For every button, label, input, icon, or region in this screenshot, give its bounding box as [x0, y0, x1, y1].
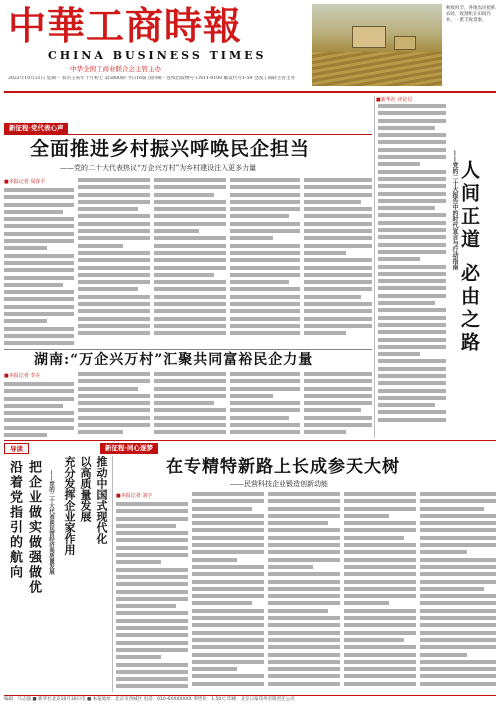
- truck-image: [394, 36, 416, 50]
- bottom-story-column-3: [268, 492, 340, 692]
- top-story-column-4: [230, 178, 300, 348]
- second-story-column-4: [230, 372, 300, 440]
- second-story-byline: ■本报记者 李卉: [4, 373, 41, 379]
- bottom-left-sub-1: 充分发挥企业家作用: [63, 456, 76, 555]
- footer-info: 编辑：马志强 ■ 新华社北京10月30日电 ■ 本报地址：北京市西城区 电话：010-6XXXXXXX 零售价：1.50元 印刷：北京日报印务有限责任公司: [4, 695, 496, 704]
- photo-caption: 秋收时节，各地农民抢抓农时，收割机在田间作业，一派丰收景象。: [446, 6, 496, 23]
- bottom-story-subhead: ——民营科技企业锻造创新动能: [230, 480, 328, 488]
- right-column-tag: ■新华社 评论员: [376, 97, 413, 103]
- harvester-image: [352, 26, 386, 48]
- bottom-section-rule: [4, 440, 496, 441]
- section-rule: [4, 134, 372, 135]
- bottom-story-column-1: [116, 492, 188, 692]
- newspaper-slogan: 中华全国工商业联合会主管主办: [70, 65, 161, 73]
- bottom-left-sub-2: 以高质量发展: [79, 456, 92, 522]
- masthead: [0, 0, 500, 94]
- second-story-column-2: [78, 372, 150, 440]
- right-column-subtitle: ——党的二十大报告中的时代宣言与行动指南: [451, 150, 458, 270]
- second-story-column-5: [304, 372, 372, 440]
- top-story-subhead: ——党的二十大代表热议“万企兴万村”为乡村建设注入更多力量: [60, 164, 257, 172]
- wheat-field: [312, 52, 442, 86]
- left-section-tag: 导读: [4, 443, 29, 454]
- bottom-story-column-2: [192, 492, 264, 692]
- bottom-story-byline: ■本报记者 刘宇: [116, 493, 153, 499]
- bottom-story-column-5: [420, 492, 496, 692]
- section-tag-top: 新征程·党代表心声: [4, 123, 68, 134]
- second-story-headline: 湖南:“万企兴万村”汇聚共同富裕民企力量: [34, 352, 314, 368]
- harvest-photo: [312, 4, 442, 86]
- bottom-story-headline: 在专精特新路上长成参天大树: [166, 457, 400, 477]
- bottom-left-headline-1: 沿着党指引的航向: [7, 460, 22, 580]
- issue-info: 2022年10月31日 星期一 农历壬寅年十月初七 第5800期 今日16版 国内统一连续出版物号 CN11-0100 邮发代号1-59 全国工商联主管主办: [8, 76, 296, 81]
- top-story-column-1: [4, 178, 74, 348]
- bottom-left-sub-3: 推动中国式现代化: [95, 456, 108, 544]
- second-story-column-1: [4, 372, 74, 440]
- right-column-divider: [374, 96, 375, 438]
- second-story-column-3: [154, 372, 226, 440]
- masthead-rule: [4, 91, 496, 93]
- bottom-story-column-4: [344, 492, 416, 692]
- newspaper-title: 中華工商時報: [8, 3, 243, 48]
- top-story-byline: ■本报记者 周春平: [4, 179, 46, 185]
- right-column-text: [378, 104, 446, 438]
- section-tag-bottom: 新征程·同心逐梦: [100, 443, 158, 454]
- newspaper-title-english: CHINA BUSINESS TIMES: [48, 49, 267, 62]
- top-story-headline: 全面推进乡村振兴呼唤民企担当: [30, 138, 311, 160]
- top-story-column-2: [78, 178, 150, 348]
- right-column-title: 人间正道 必由之路: [458, 160, 480, 355]
- bottom-left-divider: [112, 456, 113, 692]
- bottom-left-headline-2: 把企业做实做强做优: [26, 460, 41, 595]
- bottom-left-kicker: ——党的二十大代表谈民营经济高质量发展: [48, 470, 54, 575]
- top-story-column-3: [154, 178, 226, 348]
- story-divider: [4, 349, 372, 350]
- top-story-column-5: [304, 178, 372, 348]
